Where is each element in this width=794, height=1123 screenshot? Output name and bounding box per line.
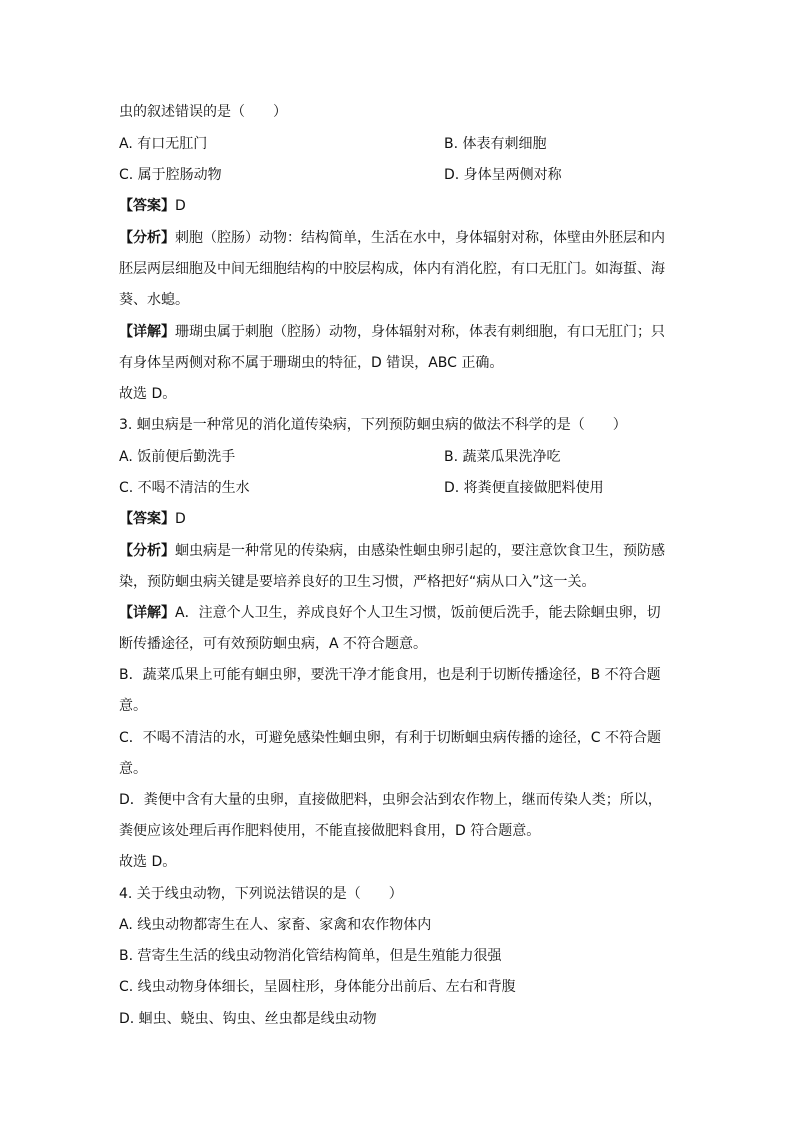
answer-value: D	[175, 511, 186, 527]
q3-explanation-line: 意。	[119, 761, 147, 777]
q2-answer	[119, 197, 186, 215]
q3-explanation-line: 意。	[119, 698, 147, 714]
q4-stem: 4. 关于线虫动物，下列说法错误的是（ ）	[119, 886, 403, 902]
q3-stem: 3. 蛔虫病是一种常见的消化道传染病，下列预防蛔虫病的做法不科学的是（ ）	[119, 417, 627, 433]
analysis-text: 刺胞（腔肠）动物：结构简单，生活在水中，身体辐射对称，体壁由外胚层和内	[175, 230, 665, 246]
q3-conclusion: 故选 D。	[119, 854, 177, 870]
q3-option-c: C. 不喝不清洁的生水	[119, 480, 250, 496]
q2-stem-tail: 虫的叙述错误的是（ ）	[119, 104, 287, 120]
q3-answer	[119, 510, 186, 528]
q3-explanation-line	[119, 604, 661, 622]
q2-analysis-line: 胚层两层细胞及中间无细胞结构的中胶层构成，体内有消化腔，有口无肛门。如海蜇、海	[119, 261, 665, 277]
answer-label: 【答案】	[119, 198, 175, 214]
q3-explanation-line: C．不喝不清洁的水，可避免感染性蛔虫卵，有利于切断蛔虫病传播的途径，C 不符合题	[119, 730, 661, 746]
analysis-text: 蛔虫病是一种常见的传染病，由感染性蛔虫卵引起的，要注意饮食卫生，预防感	[175, 543, 665, 559]
q2-option-d: D. 身体呈两侧对称	[444, 167, 562, 183]
q4-option-c: C. 线虫动物身体细长，呈圆柱形，身体能分出前后、左右和背腹	[119, 979, 516, 995]
explanation-label: 【详解】	[119, 324, 175, 340]
q2-analysis-line: 葵、水螅。	[119, 292, 189, 308]
q2-option-b: B. 体表有刺细胞	[444, 136, 547, 152]
q3-explanation-line: 断传播途径，可有效预防蛔虫病，A 不符合题意。	[119, 636, 428, 652]
q2-option-a: A. 有口无肛门	[119, 136, 208, 152]
q3-explanation-line: 粪便应该处理后再作肥料使用，不能直接做肥料食用，D 符合题意。	[119, 823, 541, 839]
explanation-text: 珊瑚虫属于刺胞（腔肠）动物，身体辐射对称，体表有刺细胞，有口无肛门；只	[175, 324, 665, 340]
analysis-label: 【分析】	[119, 230, 175, 246]
q4-option-d: D. 蛔虫、蛲虫、钩虫、丝虫都是线虫动物	[119, 1011, 377, 1027]
q2-conclusion: 故选 D。	[119, 386, 177, 402]
analysis-label: 【分析】	[119, 543, 175, 559]
answer-value: D	[175, 198, 186, 214]
q4-option-b: B. 营寄生生活的线虫动物消化管结构简单，但是生殖能力很强	[119, 948, 502, 964]
q2-analysis-line	[119, 229, 665, 247]
explanation-label: 【详解】	[119, 605, 175, 621]
q3-option-d: D. 将粪便直接做肥料使用	[444, 480, 604, 496]
q2-explanation-line: 有身体呈两侧对称不属于珊瑚虫的特征，D 错误，ABC 正确。	[119, 355, 504, 371]
answer-label: 【答案】	[119, 511, 175, 527]
q3-explanation-line: D．粪便中含有大量的虫卵，直接做肥料，虫卵会沾到农作物上，继而传染人类；所以，	[119, 792, 662, 808]
q4-option-a: A. 线虫动物都寄生在人、家畜、家禽和农作物体内	[119, 917, 432, 933]
q2-option-c: C. 属于腔肠动物	[119, 167, 222, 183]
q2-explanation-line	[119, 323, 665, 341]
q3-analysis-line: 染，预防蛔虫病关键是要培养良好的卫生习惯，严格把好“病从口入”这一关。	[119, 574, 596, 590]
q3-explanation-line: B．蔬菜瓜果上可能有蛔虫卵，要洗干净才能食用，也是利于切断传播途径，B 不符合题	[119, 667, 661, 683]
q3-option-b: B. 蔬菜瓜果洗净吃	[444, 449, 561, 465]
explanation-text: A．注意个人卫生，养成良好个人卫生习惯，饭前便后洗手，能去除蛔虫卵，切	[175, 605, 661, 621]
q3-analysis-line	[119, 542, 665, 560]
q3-option-a: A. 饭前便后勤洗手	[119, 449, 236, 465]
